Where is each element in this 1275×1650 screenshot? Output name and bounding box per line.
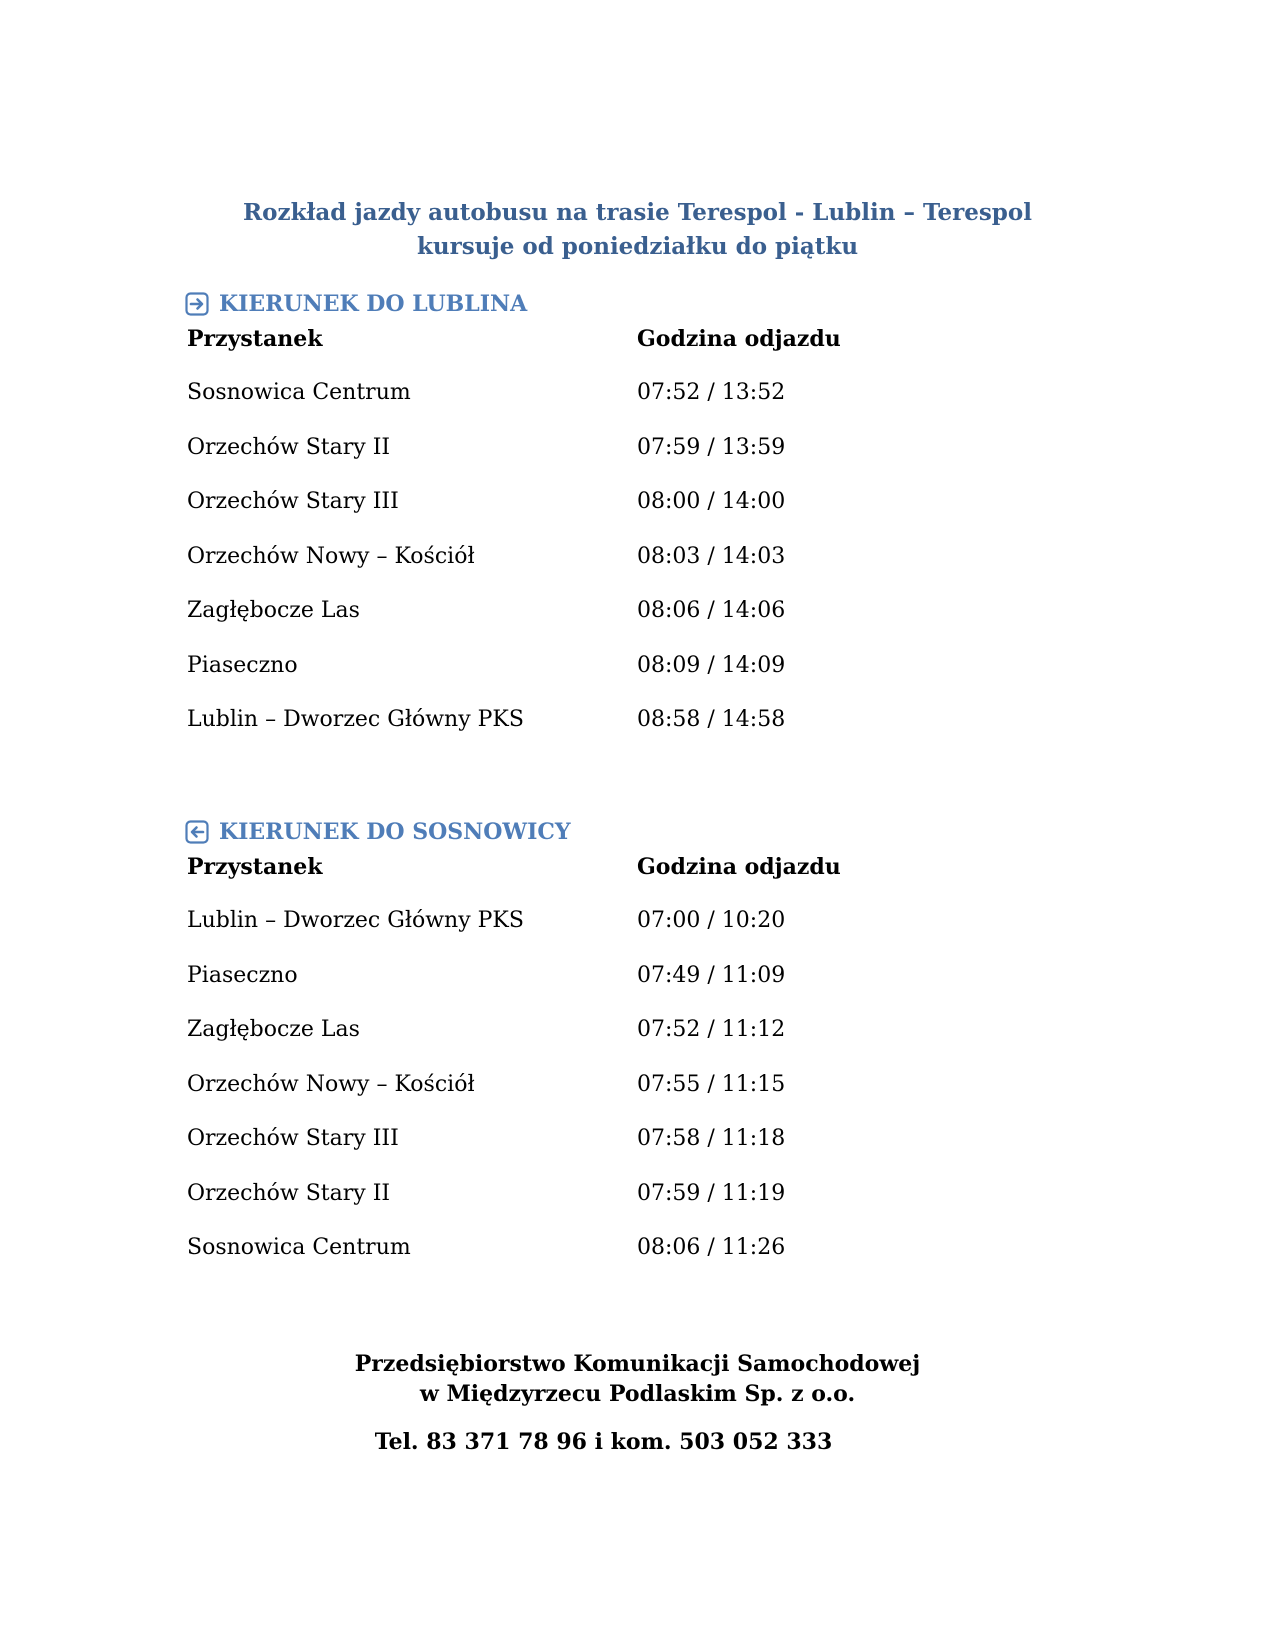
stop-name: Sosnowica Centrum [187,1235,411,1260]
departure-time: 07:52 / 11:12 [637,1017,786,1042]
departure-time: 08:06 / 14:06 [637,598,786,623]
table-row [185,376,1085,431]
table-row [185,1231,1085,1286]
departure-time: 08:03 / 14:03 [637,543,786,569]
table-row [185,649,1085,704]
table-header [185,850,1085,884]
departure-time: 07:00 / 10:20 [637,908,786,933]
departure-time: 08:58 / 14:58 [637,707,786,732]
stop-name: Orzechów Stary II [187,1180,391,1206]
page-subtitle: kursuje od poniedziałku do piątku [416,233,859,260]
departure-time: 07:59 / 13:59 [637,434,786,460]
table-row [185,703,1085,758]
table-row [185,485,1085,540]
column-header-time: Godzina odjazdu [637,854,841,880]
table-header [185,322,1085,356]
table-row [185,594,1085,649]
section-to-sosnowica [185,814,1085,1286]
table-row [185,431,1085,486]
departure-time: 07:52 / 13:52 [637,380,786,405]
direction-heading [185,286,1085,322]
departure-time: 08:09 / 14:09 [637,652,786,678]
stop-name: Lublin – Dworzec Główny PKS [187,707,524,732]
table-row [185,1013,1085,1068]
arrow-left-icon [185,820,209,844]
stop-name: Orzechów Stary III [187,1126,399,1151]
company-name: Przedsiębiorstwo Komunikacji Samochodowej [354,1351,921,1377]
departure-time: 07:58 / 11:18 [637,1126,786,1151]
section-to-lublin [185,286,1085,758]
stop-name: Sosnowica Centrum [187,380,411,405]
table-row [185,1068,1085,1123]
column-header-stop: Przystanek [187,854,323,880]
stop-name: Zagłębocze Las [187,598,360,623]
table-row [185,1177,1085,1232]
timetable-rows [185,376,1085,758]
table-row [185,540,1085,595]
arrow-right-icon [185,292,209,316]
phone-contact: Tel. 83 371 78 96 i kom. 503 052 333 [374,1429,833,1455]
departure-time: 08:00 / 14:00 [637,489,786,514]
direction-heading-label: KIERUNEK DO LUBLINA [219,291,528,317]
table-row [185,959,1085,1014]
page-title: Rozkład jazdy autobusu na trasie Terespol - Lublin – Terespol [243,199,1032,226]
departure-time: 07:59 / 11:19 [637,1180,786,1206]
stop-name: Piaseczno [187,652,298,678]
column-header-time: Godzina odjazdu [637,326,841,352]
stop-name: Orzechów Stary III [187,489,399,514]
company-location: w Międzyrzecu Podlaskim Sp. z o.o. [419,1381,856,1407]
direction-heading-label: KIERUNEK DO SOSNOWICY [219,819,571,845]
direction-heading [185,814,1085,850]
stop-name: Orzechów Nowy – Kościół [187,543,475,569]
stop-name: Zagłębocze Las [187,1017,360,1042]
table-row [185,1122,1085,1177]
stop-name: Lublin – Dworzec Główny PKS [187,908,524,933]
departure-time: 07:55 / 11:15 [637,1071,786,1097]
departure-time: 08:06 / 11:26 [637,1235,786,1260]
column-header-stop: Przystanek [187,326,323,352]
stop-name: Orzechów Stary II [187,434,391,460]
timetable-rows [185,904,1085,1286]
table-row [185,904,1085,959]
stop-name: Piaseczno [187,962,298,988]
stop-name: Orzechów Nowy – Kościół [187,1071,475,1097]
departure-time: 07:49 / 11:09 [637,962,786,988]
